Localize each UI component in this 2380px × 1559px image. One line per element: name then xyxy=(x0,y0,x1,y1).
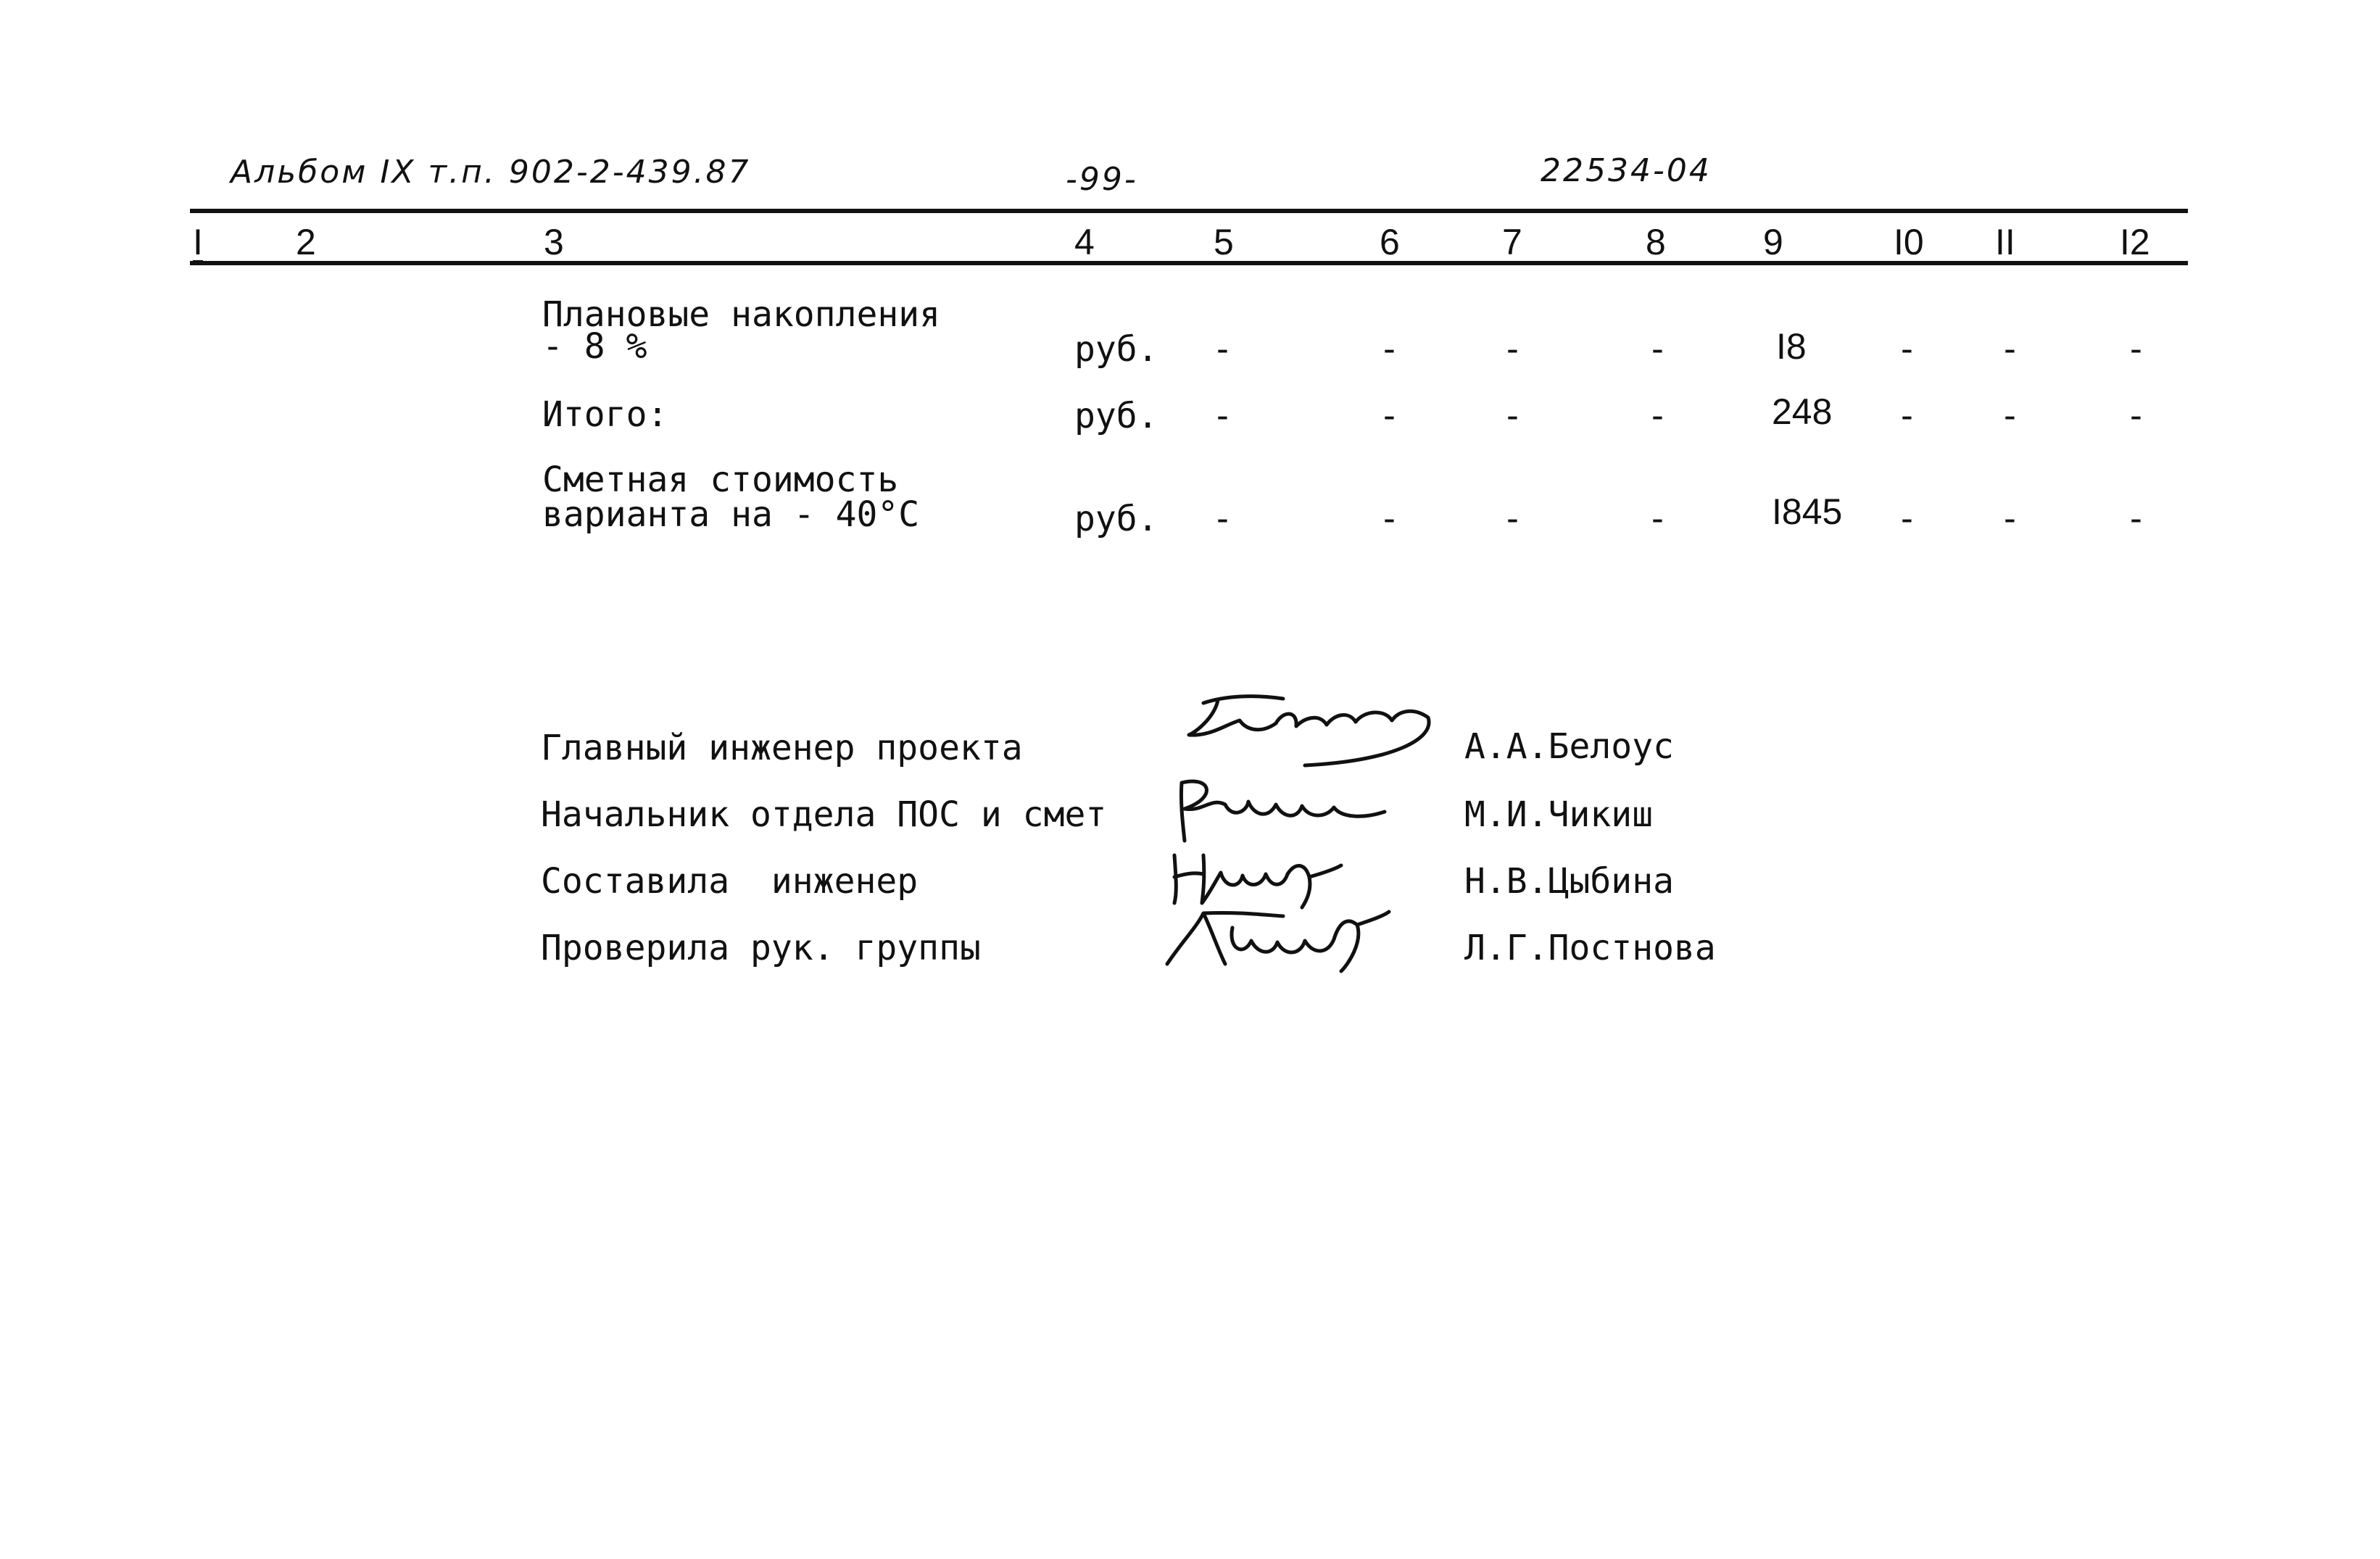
row-cell: I8 xyxy=(1776,326,1807,367)
col-number: 2 xyxy=(296,222,316,262)
signatory-position: Проверила рук. группы xyxy=(541,928,981,968)
col-number: I0 xyxy=(1894,222,1924,262)
row-cell: 248 xyxy=(1772,391,1833,432)
document-code: 22534-04 xyxy=(1541,152,1712,189)
table-top-rule xyxy=(190,209,2188,213)
signature-chief-engineer xyxy=(1174,689,1450,768)
row-cell: - xyxy=(1379,329,1400,370)
row-label-line: Итого: xyxy=(542,394,668,435)
row-cell: - xyxy=(2126,499,2147,539)
row-cell: - xyxy=(1502,329,1523,370)
row-cell: - xyxy=(1502,396,1523,436)
signature-group-lead xyxy=(1153,899,1392,978)
row-unit: руб. xyxy=(1074,396,1158,436)
row-label-line: Плановые накопления xyxy=(542,294,941,335)
row-cell: - xyxy=(1379,499,1400,539)
row-cell: - xyxy=(1212,499,1233,539)
col-number: II xyxy=(1995,222,2015,262)
signatory-position: Начальник отдела ПОС и смет xyxy=(541,794,1107,835)
col-number: 3 xyxy=(544,222,564,262)
col-number: 4 xyxy=(1074,222,1095,262)
col-number: 6 xyxy=(1380,222,1400,262)
row-cell: - xyxy=(1999,396,2020,436)
signatory-name: Л.Г.Постнова xyxy=(1464,928,1716,968)
row-label-line: варианта на - 40°С xyxy=(542,494,920,535)
row-unit: руб. xyxy=(1074,329,1158,370)
page-number: -99- xyxy=(1066,161,1138,198)
row-unit: руб. xyxy=(1074,499,1158,539)
row-cell: - xyxy=(1896,396,1917,436)
row-cell: - xyxy=(2126,396,2147,436)
row-cell: - xyxy=(1896,329,1917,370)
row-cell: - xyxy=(1502,499,1523,539)
col-number: 9 xyxy=(1763,222,1783,262)
col-number: 7 xyxy=(1502,222,1522,262)
row-cell: - xyxy=(1647,329,1668,370)
col-number: 8 xyxy=(1646,222,1666,262)
row-cell: - xyxy=(1647,499,1668,539)
row-label-line: - 8 % xyxy=(542,326,647,367)
row-cell: - xyxy=(1212,329,1233,370)
col-number: I2 xyxy=(2120,222,2150,262)
row-cell: - xyxy=(1647,396,1668,436)
row-cell: - xyxy=(1999,329,2020,370)
album-reference: Альбом IX т.п. 902-2-439.87 xyxy=(231,154,751,191)
row-cell: - xyxy=(1896,499,1917,539)
col-number: 5 xyxy=(1214,222,1234,262)
signatory-position: Главный инженер проекта xyxy=(541,728,1023,768)
signatory-name: Н.В.Цыбина xyxy=(1464,861,1674,902)
signatory-name: М.И.Чикиш xyxy=(1464,794,1654,835)
row-label-line: Сметная стоимость xyxy=(542,460,899,500)
row-cell: - xyxy=(1379,396,1400,436)
header-bottom-rule xyxy=(190,261,2188,265)
col-number: I xyxy=(193,222,203,262)
row-cell: - xyxy=(1212,396,1233,436)
row-cell: - xyxy=(2126,329,2147,370)
signature-department-head xyxy=(1167,768,1399,848)
row-cell: - xyxy=(1999,499,2020,539)
signatory-name: А.А.Белоус xyxy=(1464,726,1674,767)
signatory-position: Составила инженер xyxy=(541,861,919,902)
row-cell: I845 xyxy=(1772,491,1843,532)
